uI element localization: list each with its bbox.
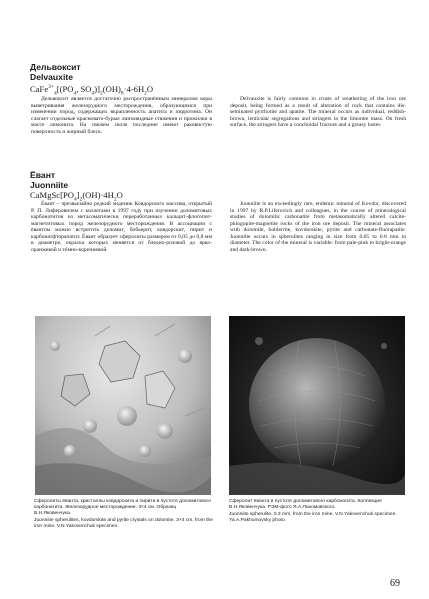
caption-right-ru: Сферолит ёванта в пустоте доломитового карбонатита. Коллекция В.Н.Яковенчука. РЭМ-фото Я.А.Пахомовского.: [229, 499, 382, 510]
juonniite-text-ru: Ёвант – чрезвычайно редкий эндемик Ковдорского массива, открытый Р. П. Лиферовичем с коллегами в 1997 году при изучении доломитовых карбонатитов из метасоматически переработанных кальцит-флогопит-магнетитовых пород железорудного месторождения. В ассоциации с ёвантом можно встретить доломит, бобьерит, ковдорскит, пирит и карбонатфторапатит. Ёвант образует сферолиты размером от 0,05 до 0,8 мм в диаметре, окраска которых меняется от бледно-розовой до яркооранжевой и тёмно-коричневой.: [31, 201, 212, 253]
page-number: 69: [390, 578, 400, 589]
delvauxite-header: [30, 62, 153, 99]
juonniite-header: [30, 170, 123, 205]
caption-right-en: Juonniite spherulite, 0.3 mm, from the iron mine. V.N.Yakovenchuk specimen. Ya.A.Pakhomovsky photo.: [229, 511, 397, 523]
photo-sem-spherulite: [229, 316, 405, 495]
caption-left-ru: Сферолиты ёванта, кристаллы ковдорскита и пирита в пустоте доломитового карбонатита. Железорудное месторождение. 3×4 см. Образец В.Н.Яковенчука.: [34, 499, 211, 516]
juonniite-text-en: Juonniite is an exceedingly rare, endemic mineral of Kovdor, discovered in 1997 by R.P.Liferovich and colleagues, in the course of mineralogical studies of dolomitic carbonatite from metasomatically altered calcite-phlogopite-magnetite rocks of the iron ore deposit. The mineral associates with dolomite, bobierrite, kovdorskite, pyrite and carbonate-fluorapatite. Juonniite occurs in spherulites ranging in size from 0.05 to 0.8 mm in diameter. The color of the mineral is variable: from pale-pink to bright-orange and dark-brown.: [230, 201, 406, 253]
delvauxite-text-en: Delvauxite is fairly common in crusts of weathering of the iron ore deposit, being formed as a result of alteration of rock that contains disseminated pyrrhotite and apatite. The mineral occurs as individual, reddish-brown, lenticular segregations and stringers in the limonite mass. On fresh surface, the stringers have a conchoidal fracture and a greasy luster.: [230, 96, 406, 129]
juonniite-title-ru: Ёвант: [30, 170, 56, 180]
caption-right: [229, 499, 407, 524]
caption-left-en: Juonniite spherulites, kovdorskite and pyrite crystals on dolomite. 3×4 cm, from the iron mine. V.N.Yakovenchuk specimen.: [34, 517, 214, 529]
caption-left: [34, 499, 214, 530]
juonniite-formula: $CaMgSc[PO_4]_2(OH)\cdot 4H_2O$: [30, 190, 123, 203]
delvauxite-formula: $CaFe^{3+}_4[(PO_4$, $SO_4)]_2(OH)_8\cdot 4-6H_2O$: [30, 83, 154, 97]
delvauxite-text-ru: Дельвоксит является достаточно распространённым минералом коры выветривания железорудного месторождения, образующимся при изменении пород, содержащих вкрапленность апатита и пирротина. Он слагает отдельные красновато-бурые линзовидные стяжения и прожилки в массе лимонита. На свежем сколе последние имеют раковистую поверхность и жирный блеск.: [31, 96, 212, 135]
delvauxite-title-en: Delvauxite: [30, 72, 73, 82]
photo-spherulites-crystals: [35, 316, 211, 495]
juonniite-title-en: Juonniite: [30, 180, 69, 190]
delvauxite-title-ru: Дельвоксит: [30, 62, 81, 72]
